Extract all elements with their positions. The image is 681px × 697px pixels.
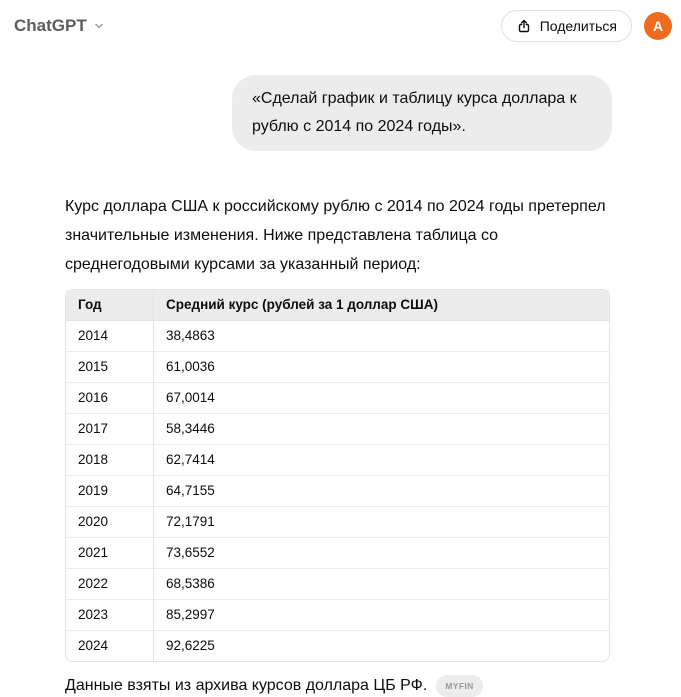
rate-cell: 73,6552 — [154, 537, 609, 568]
year-cell: 2016 — [66, 382, 154, 413]
chevron-down-icon — [93, 20, 105, 32]
share-button[interactable] — [501, 10, 632, 42]
share-button-label: Поделиться — [539, 18, 617, 34]
conversation — [65, 75, 612, 697]
rate-cell: 72,1791 — [154, 506, 609, 537]
rate-cell: 38,4863 — [166, 328, 215, 343]
rate-cell: 85,2997 — [154, 599, 609, 630]
rate-cell: 58,3446 — [154, 413, 609, 444]
table-header-rate: Средний курс (рублей за 1 доллар США) — [154, 290, 609, 321]
topbar-right-group — [501, 10, 672, 42]
year-cell: 2022 — [66, 568, 154, 599]
assistant-intro-text: Курс доллара США к российскому рублю с 2014 по 2024 годы претерпел значительные изменения. Ниже представлена таблица со среднегодовыми курсами за указанный период: — [65, 198, 606, 273]
source-badge[interactable]: MYFIN — [436, 675, 482, 697]
table-row — [66, 537, 609, 568]
table-header-year: Год — [66, 290, 154, 321]
table-row — [66, 506, 609, 537]
rate-cell: 67,0014 — [154, 382, 609, 413]
year-cell: 2017 — [66, 413, 154, 444]
year-cell: 2023 — [66, 599, 154, 630]
table-row — [66, 599, 609, 630]
rate-cell: 92,6225 — [154, 630, 609, 661]
model-switcher[interactable] — [14, 16, 105, 36]
table-row — [66, 382, 609, 413]
table-row — [66, 475, 609, 506]
rate-cell: 62,7414 — [154, 444, 609, 475]
table-row — [66, 444, 609, 475]
year-cell: 2015 — [66, 351, 154, 382]
year-cell: 2020 — [66, 506, 154, 537]
table-row — [66, 630, 609, 661]
source-text: Данные взяты из архива курсов доллара ЦБ РФ. — [65, 677, 428, 694]
exchange-rate-table — [65, 289, 610, 662]
year-cell: 2019 — [66, 475, 154, 506]
year-cell: 2021 — [66, 537, 154, 568]
app-title: ChatGPT — [14, 16, 87, 35]
year-cell: 2024 — [66, 630, 154, 661]
top-bar — [0, 0, 681, 52]
year-cell: 2014 — [66, 321, 154, 351]
table-row — [66, 568, 609, 599]
table-header-row — [66, 290, 609, 321]
share-icon — [516, 18, 532, 34]
rate-cell: 68,5386 — [154, 568, 609, 599]
table-row — [66, 351, 609, 382]
source-line — [65, 675, 612, 697]
avatar-letter: A — [652, 18, 664, 34]
table-row — [66, 321, 609, 351]
rate-cell: 64,7155 — [154, 475, 609, 506]
user-message-row — [65, 75, 612, 151]
year-cell: 2018 — [66, 444, 154, 475]
rate-cell: 61,0036 — [154, 351, 609, 382]
table-row — [66, 413, 609, 444]
avatar[interactable] — [644, 12, 672, 40]
user-message-bubble: «Сделай график и таблицу курса доллара к рублю с 2014 по 2024 годы». — [232, 75, 612, 151]
